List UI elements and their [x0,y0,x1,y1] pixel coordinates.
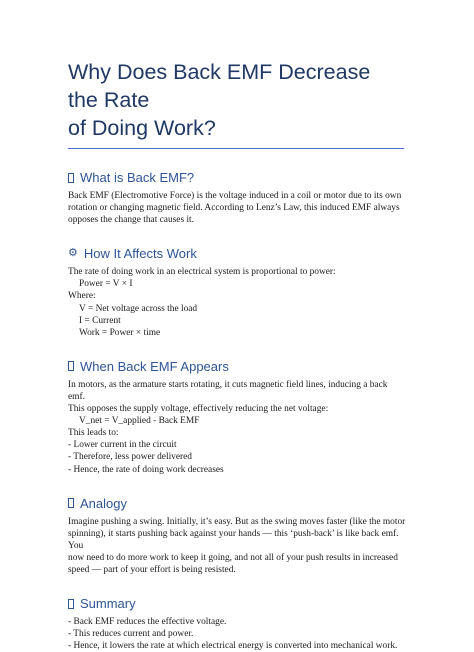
paragraph-line: Where: [68,291,96,302]
paragraph-line: This opposes the supply voltage, effectively reducing the net voltage: [68,404,329,415]
section-heading: When Back EMF Appears [68,358,406,375]
paragraph-line: spinning), it starts pushing back against your hands — this ‘push-back’ is like back emf. You [68,528,399,551]
list-item: - Hence, it lowers the rate at which electrical energy is converted into mechanical work. [68,641,398,652]
formula-line: V_net = V_applied - Back EMF [79,416,200,427]
section-heading: What is Back EMF? [68,169,406,186]
section-when-back-emf-appears [68,358,406,476]
list-item: - Hence, the rate of doing work decreases [68,464,224,475]
paragraph-line: now need to do more work to keep it going, and not all of your push results in increased [68,552,398,563]
list-item: - This reduces current and power. [68,629,194,640]
paragraph-line: The rate of doing work in an electrical system is proportional to power: [68,267,336,278]
section-heading: Analogy [68,495,406,512]
title-underline [68,148,404,149]
section-heading: ⚙ How It Affects Work [68,246,197,262]
paragraph-line: Back EMF (Electromotive Force) is the voltage induced in a coil or motor due to its own [68,191,402,201]
missing-glyph-icon [68,498,74,508]
title-line-2: of Doing Work? [68,116,216,140]
definition-line: Work = Power × time [79,327,161,338]
paragraph-line: Imagine pushing a swing. Initially, it’s easy. But as the swing moves faster (like the motor [68,516,406,527]
definition-line: I = Current [79,315,121,326]
section-heading: Summary [68,595,406,612]
list-item: - Back EMF reduces the effective voltage. [68,617,227,628]
definition-line: V = Net voltage across the load [79,303,198,314]
section-how-it-affects-work [68,245,406,339]
missing-glyph-icon [68,361,74,371]
section-analogy [68,495,406,576]
list-item: - Therefore, less power delivered [68,452,192,463]
paragraph-line: opposes the change that causes it. [68,215,195,226]
list-item: - Lower current in the circuit [68,440,177,451]
section-what-is-back-emf [68,169,406,226]
missing-glyph-icon [68,599,74,609]
section-summary [68,595,406,652]
paragraph-line: rotation or changing magnetic field. According to Lenz’s Law, this induced EMF always [68,203,400,214]
page-title [68,58,406,142]
paragraph-line: In motors, as the armature starts rotating, it cuts magnetic field lines, inducing a back emf. [68,379,388,402]
gear-icon: ⚙ [68,247,78,260]
missing-glyph-icon [68,173,74,183]
paragraph-line: This leads to: [68,428,119,439]
title-line-1: Why Does Back EMF Decrease the Rate [68,60,371,112]
formula-line: Power = V × I [79,279,133,290]
paragraph-line: speed — part of your effort is being resisted. [68,564,236,575]
